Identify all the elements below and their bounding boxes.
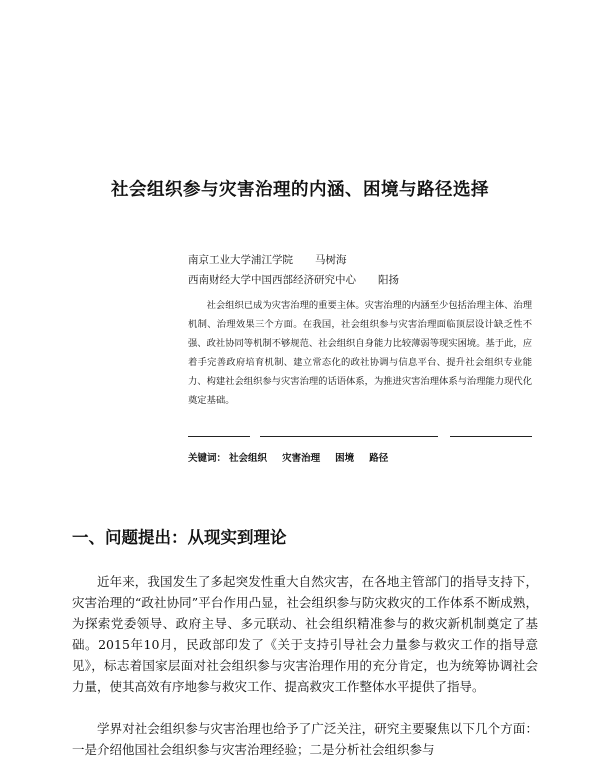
body-paragraph: 近年来，我国发生了多起突发性重大自然灾害，在各地主管部门的指导支持下，灾害治理的“政社协同”平台作用凸显，社会组织参与防灾救灾的工作体系不断成熟，为探索党委领导、政府主导、多元联动、社会组织精准参与的救灾新机制奠定了基础。2015年10月，民政部印发了《关于支持引导社会力量参与救灾工作的指导意见》，标志着国家层面对社会组织参与灾害治理作用的充分肯定，也为统筹协调社会力量，使其高效有序地参与救灾工作、提高救灾工作整体水平提供了指导。 [72,574,538,694]
keyword: 灾害治理 [282,453,321,464]
section-heading: 一、问题提出：从现实到理论 [72,528,287,547]
rule-segment [450,436,532,437]
author-affiliation: 南京工业大学浦江学院 [188,254,293,266]
author-line [188,250,399,270]
author-line [188,270,399,290]
abstract: 社会组织已成为灾害治理的重要主体。灾害治理的内涵至少包括治理主体、治理机制、治理效果三个方面。在我国，社会组织参与灾害治理面临顶层设计缺乏性不强、政社协同等机制不够规范、社会组织自身能力比较薄弱等现实困境。基于此，应着手完善政府培育机制、建立常态化的政社协调与信息平台、提升社会组织专业能力、构建社会组织参与灾害治理的话语体系，为推进灾害治理体系与治理能力现代化奠定基础。 [188,300,532,406]
keywords-label: 关键词： [188,453,227,464]
separator-rule [188,434,532,438]
rule-segment [188,436,250,437]
body-paragraph: 学界对社会组织参与灾害治理也给予了广泛关注，研究主要聚焦以下几个方面：一是介绍他国社会组织参与灾害治理经验；二是分析社会组织参与 [72,721,538,757]
keyword: 社会组织 [229,453,268,464]
paper-title: 社会组织参与灾害治理的内涵、困境与路径选择 [111,180,489,200]
author-name: 阳扬 [378,274,399,286]
keyword: 路径 [369,453,389,464]
author-block [188,250,399,290]
rule-segment [260,436,438,437]
author-affiliation: 西南财经大学中国西部经济研究中心 [188,274,356,286]
keywords [188,450,400,464]
author-name: 马树海 [315,254,347,266]
keyword: 困境 [335,453,355,464]
